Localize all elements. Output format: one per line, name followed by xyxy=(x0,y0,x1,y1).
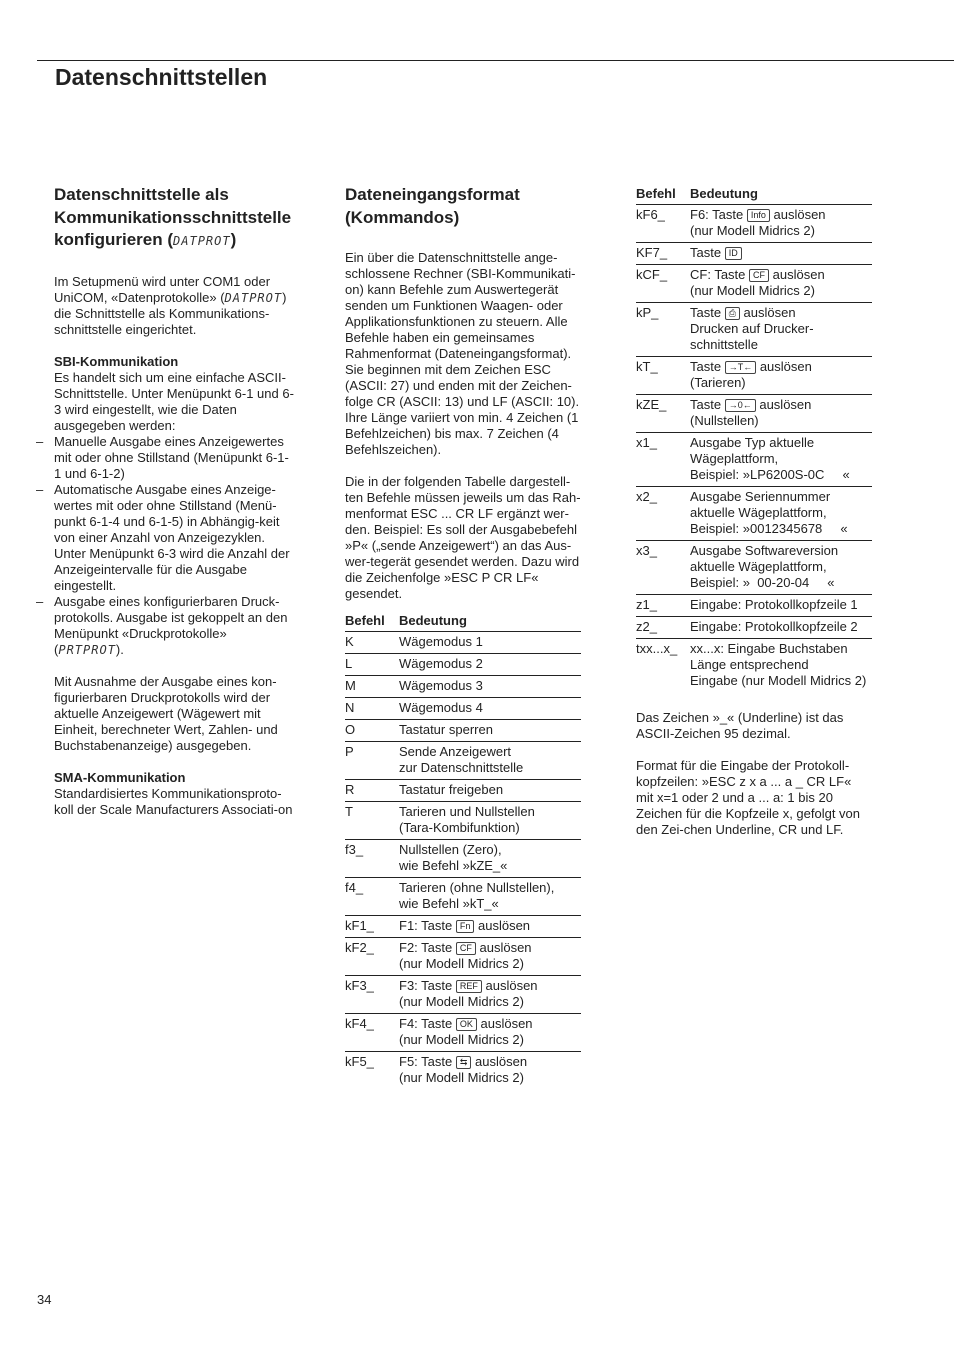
meaning-cell: Taste ⎙ auslösen Drucken auf Drucker- schnittstelle xyxy=(690,303,872,357)
key-icon: OK xyxy=(456,1018,477,1031)
meaning-cell: F5: Taste ⇆ auslösen (nur Modell Midrics 2) xyxy=(399,1054,528,1085)
meaning-cell: Nullstellen (Zero), wie Befehl »kZE_« xyxy=(399,840,581,878)
command-cell: kF1_ xyxy=(345,916,399,938)
example-paragraph: Die in der folgenden Tabelle dargestell-ten Befehle müssen jeweils um das Rah-menformat ESC ... CR LF ergänzt wer-den. Beispiel: Es soll der Ausgabebefehl »P« („sende Anzeigewert“) an das Aus-wer-tegerät gesendet werden. Dazu wird die Zeichenfolge »ESC P CR LF« gesendet. xyxy=(345,474,581,601)
table-row xyxy=(345,840,581,878)
column-header-command: Befehl xyxy=(636,185,690,205)
command-cell: N xyxy=(345,698,399,720)
command-cell: z1_ xyxy=(636,595,690,617)
key-icon: →T← xyxy=(725,361,757,374)
list-item: – Manuelle Ausgabe eines Anzeigewertes mit oder ohne Stillstand (Menüpunkt 6-1-1 und 6-1-2) xyxy=(54,434,294,482)
command-cell: kF6_ xyxy=(636,205,690,243)
command-cell: KF7_ xyxy=(636,243,690,265)
intro-paragraph: Im Setupmenü wird unter COM1 oder UniCOM, «Datenprotokolle» (DATPROT) die Schnittstelle als Kommunikations-schnittstelle eingerichtet. xyxy=(54,273,287,337)
key-icon: Fn xyxy=(456,920,475,933)
table-row xyxy=(345,720,581,742)
output-paragraph: Mit Ausnahme der Ausgabe eines kon-figurierbaren Druckprotokolls wird der aktuelle Anzeigewert (Wägewert mit Einheit, berechneter Wert, Zahlen- und Buchstabenanzeige) ausgegeben. xyxy=(54,673,278,753)
command-cell: K xyxy=(345,632,399,654)
table-row xyxy=(636,433,872,487)
page-number: 34 xyxy=(37,1292,52,1307)
meaning-cell: F3: Taste REF auslösen (nur Modell Midrics 2) xyxy=(399,976,581,1014)
command-cell: kCF_ xyxy=(636,265,690,303)
meaning-cell: Taste ID xyxy=(690,243,872,265)
meaning-cell: Wägemodus 1 xyxy=(399,632,581,654)
table-row xyxy=(636,541,872,595)
list-item: – Automatische Ausgabe eines Anzeige-wertes mit oder ohne Stillstand (Menü-punkt 6-1-4 und 6-1-5) in Abhängig-keit von einer Anzahl von Anzeigezyklen. Unter Menüpunkt 6-3 wird die Anzahl der Anzeigeintervalle für die Ausgabe eingestellt. xyxy=(54,482,294,594)
table-row xyxy=(636,639,872,693)
meaning-cell: Ausgabe Softwareversion aktuelle Wägeplattform, Beispiel: » 00-20-04 « xyxy=(690,541,872,595)
table-row xyxy=(345,938,581,976)
page-title: Datenschnittstellen xyxy=(55,64,268,90)
table-row xyxy=(345,878,581,916)
command-cell: x2_ xyxy=(636,487,690,541)
meaning-cell: Wägemodus 4 xyxy=(399,698,581,720)
table-row xyxy=(636,243,872,265)
table-row xyxy=(345,976,581,1014)
meaning-cell: Tarieren (ohne Nullstellen), wie Befehl »kT_« xyxy=(399,878,581,916)
command-cell: txx...x_ xyxy=(636,641,678,656)
meaning-cell: Taste →0← auslösen (Nullstellen) xyxy=(690,395,872,433)
header-format-note: Format für die Eingabe der Protokoll-kopfzeilen: »ESC z x a ... a _ CR LF« mit x=1 oder 2 und a ... a: 1 bis 20 Zeichen für die Kopfzeile x, gefolgt von den Zei-chen Underline, CR und LF. xyxy=(636,758,861,837)
underline-note: Das Zeichen »_« (Underline) ist das ASCII-Zeichen 95 dezimal. xyxy=(636,710,844,741)
table-row xyxy=(345,916,581,938)
table-row xyxy=(636,357,872,395)
key-icon: CF xyxy=(749,269,769,282)
meaning-cell: Taste →T← auslösen (Tarieren) xyxy=(690,357,872,395)
command-cell: f3_ xyxy=(345,840,399,878)
table-header-row xyxy=(636,185,872,205)
meaning-cell: F1: Taste Fn auslösen xyxy=(399,916,581,938)
command-cell: P xyxy=(345,742,399,780)
table-row xyxy=(345,698,581,720)
key-icon: ⇆ xyxy=(456,1056,472,1069)
command-cell: x1_ xyxy=(636,433,690,487)
command-cell: O xyxy=(345,720,399,742)
meaning-cell: Tastatur sperren xyxy=(399,720,581,742)
command-cell: kF3_ xyxy=(345,976,399,1014)
table-header-row xyxy=(345,612,581,632)
command-cell: z2_ xyxy=(636,617,690,639)
table-row xyxy=(345,676,581,698)
key-icon: →0← xyxy=(725,399,756,412)
meaning-cell: Wägemodus 3 xyxy=(399,676,581,698)
key-icon: Info xyxy=(747,209,770,222)
meaning-cell: Ausgabe Seriennummer aktuelle Wägeplattform, Beispiel: »0012345678 « xyxy=(690,487,872,541)
command-table-1 xyxy=(345,612,581,1089)
table-row xyxy=(636,205,872,243)
column-right xyxy=(636,185,872,838)
command-cell: kT_ xyxy=(636,357,690,395)
command-cell: kF4_ xyxy=(345,1014,399,1052)
command-cell: x3_ xyxy=(636,541,690,595)
sbi-title: SBI-Kommunikation xyxy=(54,353,179,369)
table-row xyxy=(345,780,581,802)
meaning-cell: Ausgabe Typ aktuelle Wägeplattform, Beispiel: »LP6200S-0C « xyxy=(690,433,872,487)
command-cell: kF2_ xyxy=(345,938,399,976)
table-row xyxy=(345,802,581,840)
table-row xyxy=(636,595,872,617)
meaning-cell: Tarieren und Nullstellen (Tara-Kombifunktion) xyxy=(399,802,581,840)
table-row xyxy=(345,742,581,780)
command-cell: R xyxy=(345,780,399,802)
column-header-meaning: Bedeutung xyxy=(690,185,872,205)
command-cell: T xyxy=(345,802,399,840)
meaning-cell: F6: Taste Info auslösen (nur Modell Midrics 2) xyxy=(690,205,872,243)
key-icon: CF xyxy=(456,942,476,955)
lcd-text: DATPROT xyxy=(224,290,283,305)
meaning-cell: Eingabe: Protokollkopfzeile 1 xyxy=(690,595,872,617)
section-heading-input-format: Dateneingangsformat (Kommandos) xyxy=(345,185,520,227)
meaning-cell: xx...x: Eingabe Buchstaben Länge entsprechend Eingabe (nur Modell Midrics 2) xyxy=(690,641,867,688)
column-header-command: Befehl xyxy=(345,612,399,632)
sma-title: SMA-Kommunikation xyxy=(54,769,186,785)
meaning-cell: F4: Taste OK auslösen (nur Modell Midrics 2) xyxy=(399,1014,581,1052)
list-item: – Ausgabe eines konfigurierbaren Druck-protokolls. Ausgabe ist gekoppelt an den Menüpunkt «Druckprotokolle» (PRTPROT). xyxy=(54,594,294,658)
lcd-text: PRTPROT xyxy=(58,642,116,657)
table-row xyxy=(345,654,581,676)
key-icon: REF xyxy=(456,980,482,993)
meaning-cell: F2: Taste CF auslösen (nur Modell Midrics 2) xyxy=(399,938,581,976)
table-row xyxy=(636,395,872,433)
lcd-text: DATPROT xyxy=(173,234,231,248)
table-row xyxy=(636,303,872,357)
column-left xyxy=(54,184,294,818)
meaning-cell: Tastatur freigeben xyxy=(399,780,581,802)
column-middle xyxy=(345,184,581,1089)
table-row xyxy=(345,1014,581,1052)
meaning-cell: Eingabe: Protokollkopfzeile 2 xyxy=(690,617,872,639)
command-cell: kF5_ xyxy=(345,1054,374,1069)
meaning-cell: Sende Anzeigewert zur Datenschnittstelle xyxy=(399,742,581,780)
column-header-meaning: Bedeutung xyxy=(399,612,581,632)
format-paragraph: Ein über die Datenschnittstelle ange-schlossene Rechner (SBI-Kommunikati-on) kann Befehle zum Auswertegerät senden um Funktionen Waagen- oder Applikationsfunktionen zu steuern. Alle Befehle haben ein gemeinsames Rahmenformat (Dateneingangsformat). Sie beginnen mit dem Zeichen ESC (ASCII: 27) und enden mit der Zeichen-folge CR (ASCII: 13) und LF (ASCII: 10). Ihre Länge variiert von min. 4 Zeichen (1 Befehlzeichen) bis max. 7 Zeichen (4 Befehlszeichen). xyxy=(345,250,580,457)
sbi-list xyxy=(54,434,294,658)
command-table-2 xyxy=(636,185,872,692)
meaning-cell: CF: Taste CF auslösen (nur Modell Midrics 2) xyxy=(690,265,872,303)
key-icon: ID xyxy=(725,247,742,260)
table-row xyxy=(636,265,872,303)
table-row xyxy=(345,632,581,654)
command-cell: kZE_ xyxy=(636,395,690,433)
sma-text: Standardisiertes Kommunikationsproto-koll der Scale Manufacturers Associati-on xyxy=(54,785,293,817)
command-cell: M xyxy=(345,676,399,698)
table-row xyxy=(345,1052,581,1090)
command-cell: L xyxy=(345,654,399,676)
meaning-cell: Wägemodus 2 xyxy=(399,654,581,676)
key-icon: ⎙ xyxy=(725,307,740,320)
table-row xyxy=(636,617,872,639)
sbi-text: Es handelt sich um eine einfache ASCII-Schnittstelle. Unter Menüpunkt 6-1 und 6-3 wird eingestellt, wie die Daten ausgegeben werden: xyxy=(54,369,294,433)
table-row xyxy=(636,487,872,541)
section-heading-config: Datenschnittstelle als Kommunikationsschnittstelle konfigurieren (DATPROT) xyxy=(54,185,292,249)
command-cell: f4_ xyxy=(345,878,399,916)
command-cell: kP_ xyxy=(636,303,690,357)
